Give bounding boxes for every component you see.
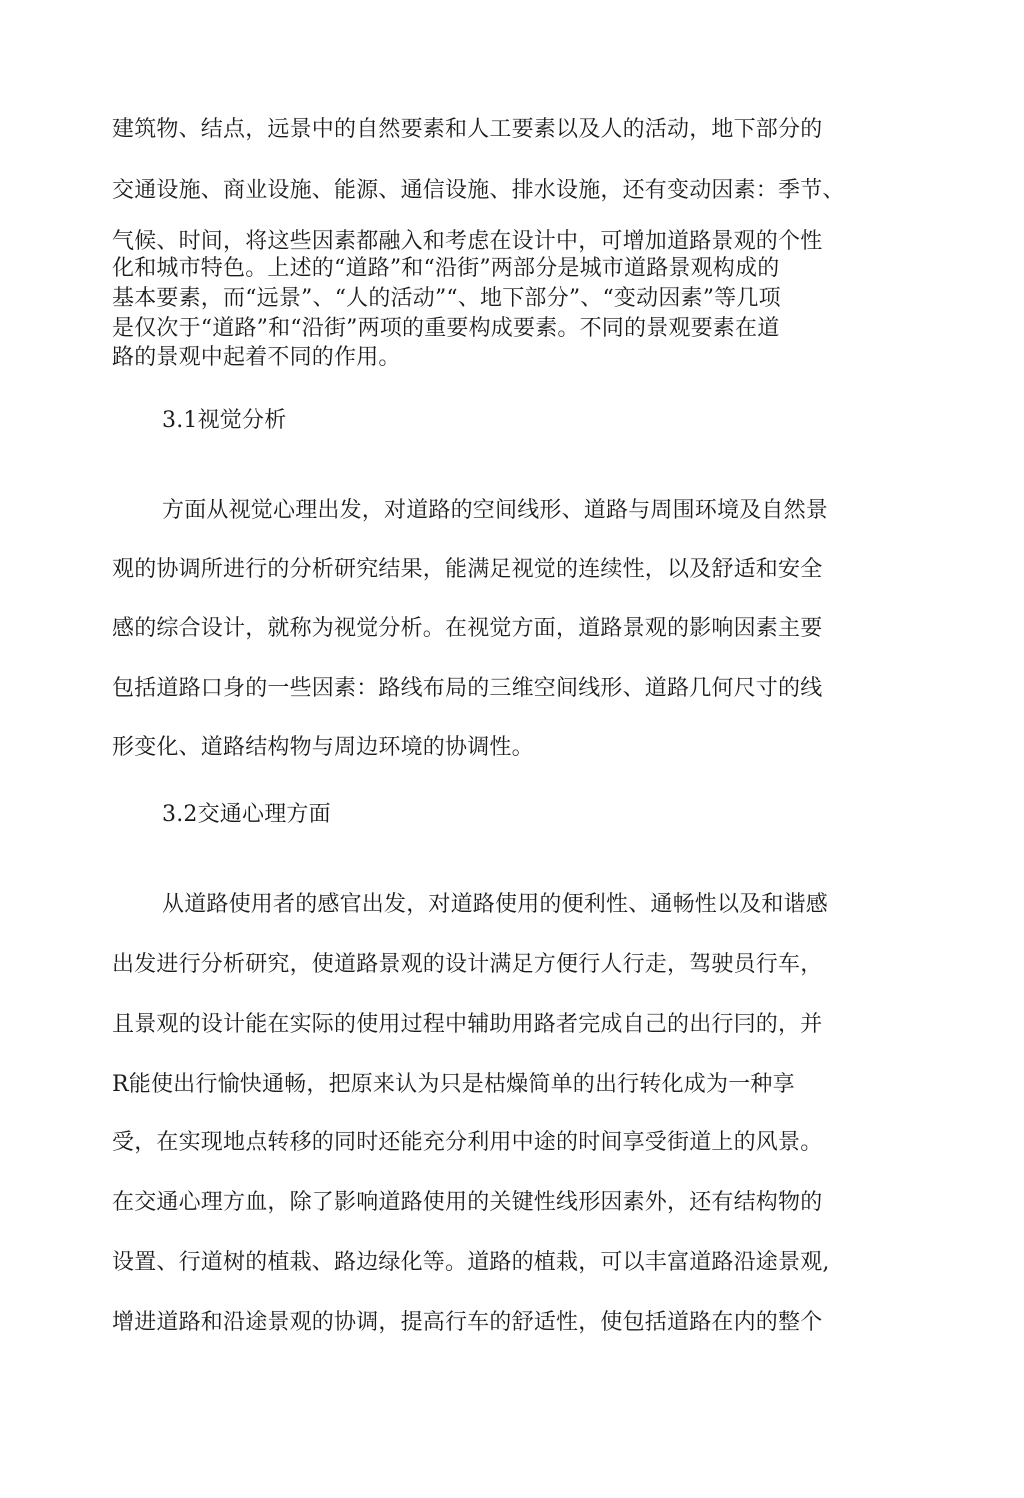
paragraph-1-line-5: 基本要素，而“远景”、“人的活动”“、地下部分”、“变动因素”等几项 <box>112 286 781 311</box>
paragraph-2-line-3: 感的综合设计，就称为视觉分析。在视觉方面，道路景观的影响因素主要 <box>112 616 823 641</box>
paragraph-3-line-1: 从道路使用者的感官出发，对道路使用的便利性、通畅性以及和谐感 <box>162 892 829 917</box>
paragraph-3-line-6: 在交通心理方血，除了影响道路使用的关键性线形因素外，还有结构物的 <box>112 1190 823 1215</box>
paragraph-1-line-6: 是仅次于“道路”和“沿街”两项的重要构成要素。不同的景观要素在道 <box>112 316 780 341</box>
paragraph-3-line-3: 且景观的设计能在实际的使用过程中辅助用路者完成自己的出行冃的，并 <box>112 1012 823 1037</box>
paragraph-2-line-5: 形变化、道路结构物与周边环境的协调性。 <box>112 735 534 760</box>
paragraph-3-line-7: 设置、行道树的植栽、路边绿化等。道路的植栽，可以丰富道路沿途景观, <box>112 1250 830 1275</box>
paragraph-3-line-4: R能使出行愉快通畅，把原来认为只是枯燥简单的出行转化成为一种享 <box>112 1072 795 1097</box>
paragraph-3-line-8: 增进道路和沿途景观的协调，提高行车的舒适性，使包括道路在内的整个 <box>112 1310 823 1335</box>
paragraph-3-line-2: 出发进行分析研究，使道路景观的设计满足方便行人行走，驾驶员行车， <box>112 952 823 977</box>
paragraph-2-line-2: 观的协调所进行的分析研究结果，能满足视觉的连续性，以及舒适和安全 <box>112 557 823 582</box>
paragraph-3-line-5: 受，在实现地点转移的同时还能充分利用中途的时间享受街道上的风景。 <box>112 1130 823 1155</box>
paragraph-2-line-1: 方面从视觉心理出发，对道路的空间线形、道路与周围环境及自然景 <box>162 498 829 523</box>
paragraph-1-line-1: 建筑物、结点，远景中的自然要素和人工要素以及人的活动，地下部分的 <box>112 117 823 142</box>
paragraph-1-line-2: 交通设施、商业设施、能源、通信设施、排水设施，还有变动因素：季节、 <box>112 178 845 203</box>
paragraph-1-line-4: 化和城市特色。上述的“道路”和“沿街”两部分是城市道路景观构成的 <box>112 256 780 281</box>
section-heading-3-1: 3.1视觉分析 <box>162 408 287 433</box>
paragraph-1-line-3: 气候、时间，将这些因素都融入和考虑在设计中，可增加道路景观的个性 <box>112 229 823 254</box>
section-heading-3-2: 3.2交通心理方面 <box>162 802 331 827</box>
paragraph-1-line-7: 路的景观中起着不同的作用。 <box>112 345 401 370</box>
paragraph-2-line-4: 包括道路口身的一些因素：路线布局的三维空间线形、道路几何尺寸的线 <box>112 676 823 701</box>
